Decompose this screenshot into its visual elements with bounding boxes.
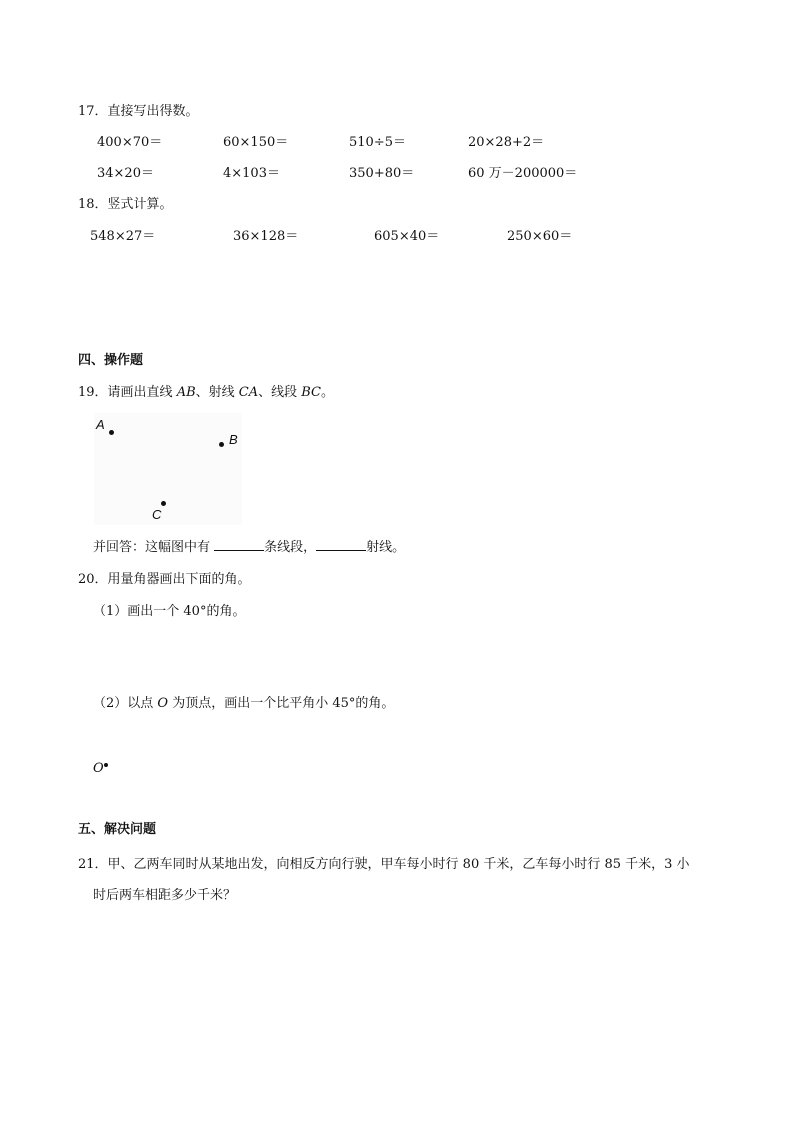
q19-answer-suffix: 射线。 (366, 540, 406, 555)
q19-ab: AB (176, 385, 196, 400)
q19-answer-line (93, 540, 405, 556)
points-figure (94, 413, 242, 525)
q20-title: 20．用量角器画出下面的角。 (78, 572, 251, 587)
q17-r1-c4: 20×28+2＝ (468, 135, 545, 150)
q19-sep1: 、射线 (195, 385, 239, 400)
section-5-heading: 五、解决问题 (78, 822, 157, 837)
q19-answer-mid: 条线段， (264, 540, 317, 555)
q17-r2-c2: 4×103＝ (223, 166, 280, 181)
q17-title: 17．直接写出得数。 (78, 104, 199, 119)
q19-sep2: 、线段 (258, 385, 302, 400)
point-o-dot (104, 763, 108, 767)
q17-r1-c3: 510÷5＝ (349, 135, 406, 150)
q17-r1-c1: 400×70＝ (97, 135, 163, 150)
q18-title: 18．竖式计算。 (78, 197, 173, 212)
q19-answer-prefix: 并回答：这幅图中有 (93, 540, 215, 555)
point-o-label: O (93, 761, 104, 776)
point-c-label: C (152, 507, 162, 522)
q18-item-2: 36×128＝ (233, 229, 299, 244)
point-c-dot (161, 501, 166, 506)
q19-prefix: 19．请画出直线 (78, 385, 177, 400)
q21-line-1: 21．甲、乙两车同时从某地出发，向相反方向行驶，甲车每小时行 80 千米，乙车每小时行 85 千米，3 小 (78, 857, 690, 872)
section-4-heading: 四、操作题 (78, 353, 144, 368)
answer-blank-segments[interactable] (214, 540, 264, 551)
q18-item-4: 250×60＝ (507, 229, 573, 244)
q19-bc: BC (301, 385, 322, 400)
q20-part1: （1）画出一个 40°的角。 (93, 604, 246, 619)
q17-r1-c2: 60×150＝ (223, 135, 289, 150)
point-a-dot (109, 430, 114, 435)
q20-part2-o: O (157, 696, 169, 711)
q17-r2-c4: 60 万－200000＝ (468, 166, 578, 181)
q18-item-1: 548×27＝ (90, 229, 156, 244)
point-a-label: A (96, 417, 105, 432)
q20-part2-suffix: 为顶点，画出一个比平角小 45°的角。 (168, 696, 395, 711)
q18-item-3: 605×40＝ (374, 229, 440, 244)
q17-r2-c3: 350+80＝ (349, 166, 415, 181)
q19-suffix: 。 (321, 385, 335, 400)
point-b-label: B (229, 432, 238, 447)
answer-blank-rays[interactable] (316, 540, 366, 551)
q21-line-2: 时后两车相距多少千米？ (93, 888, 237, 903)
q19-title (78, 385, 334, 401)
q20-part2-prefix: （2）以点 (93, 696, 158, 711)
q20-part2 (93, 696, 394, 712)
q19-ca: CA (238, 385, 259, 400)
q17-r2-c1: 34×20＝ (97, 166, 154, 181)
point-b-dot (219, 442, 224, 447)
